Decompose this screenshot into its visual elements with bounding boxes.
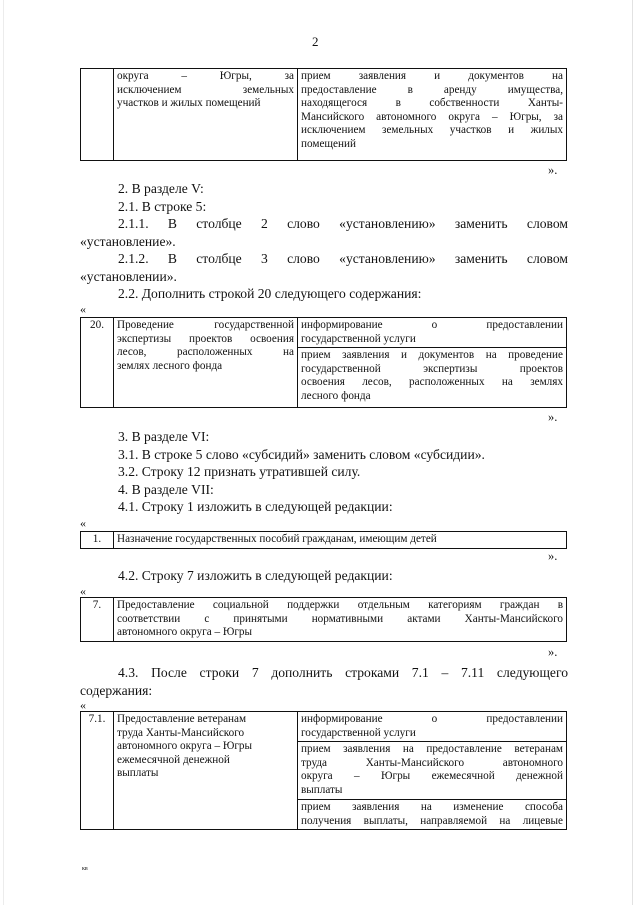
table-cell-number: 20.	[81, 318, 114, 408]
table-cell-procedure: информирование о предоставлении государственной услуги	[298, 318, 567, 348]
paragraph-2-1-1-cont: «установление».	[80, 234, 176, 249]
paragraph-2-2: 2.2. Дополнить строкой 20 следующего содержания:	[118, 286, 422, 301]
section-2-heading: 2. В разделе V:	[118, 181, 204, 196]
page-number: 2	[312, 34, 319, 49]
paragraph-3-2: 3.2. Строку 12 признать утратившей силу.	[118, 464, 361, 479]
table-row-20	[80, 317, 567, 408]
section-4-heading: 4. В разделе VII:	[118, 482, 214, 497]
paragraph-3-1: 3.1. В строке 5 слово «субсидий» заменить словом «субсидии».	[118, 447, 485, 462]
table-row-1	[80, 531, 567, 549]
quote-close: ».	[548, 410, 558, 424]
table-row	[81, 712, 567, 742]
table-cell-procedure: информирование о предоставлении государственной услуги	[298, 712, 567, 742]
section-3-heading: 3. В разделе VI:	[118, 429, 210, 444]
table-cell-service: Предоставление ветеранам труда Ханты-Мансийского автономного округа – Югры ежемесячной денежной выплаты	[114, 712, 298, 830]
table-cell-procedure: прием заявления и документов на проведение государственной экспертизы проектов освоения лесов, расположенных на землях лесного фонда	[298, 348, 567, 408]
table-cell-service: округа – Югры, за исключением земельных участков и жилых помещений	[114, 69, 298, 161]
table-row-7	[80, 597, 567, 642]
table-cell-number	[81, 69, 114, 161]
paragraph-4-3: 4.3. После строки 7 дополнить строками 7.1 – 7.11 следующего	[118, 665, 568, 680]
quote-open: «	[80, 698, 86, 712]
paragraph-2-1-1: 2.1.1. В столбце 2 слово «установлению» заменить словом	[118, 216, 568, 231]
quote-close: ».	[548, 163, 558, 177]
table-cell-procedure: прием заявления и документов на предоставление в аренду имущества, находящегося в собственности Ханты- Мансийского автономного округа – Югры, за исключением земельных участков и жилых помещений	[298, 69, 567, 161]
quote-close: ».	[548, 549, 558, 563]
paragraph-2-1: 2.1. В строке 5:	[118, 199, 207, 214]
paragraph-2-1-2-cont: «установлении».	[80, 269, 177, 284]
table-row	[81, 532, 567, 549]
table-row	[81, 69, 567, 161]
paragraph-4-2: 4.2. Строку 7 изложить в следующей редакции:	[118, 568, 393, 583]
quote-open: «	[80, 302, 86, 316]
table-cell-service: Проведение государственной экспертизы проектов освоения лесов, расположенных на землях лесного фонда	[114, 318, 298, 408]
quote-open: «	[80, 584, 86, 598]
table-cell-procedure: прием заявления на предоставление ветеранам труда Ханты-Мансийского автономного округа – Югры ежемесячной денежной выплаты	[298, 742, 567, 800]
table-top-continuation	[80, 68, 567, 161]
paragraph-2-1-2: 2.1.2. В столбце 3 слово «установлению» заменить словом	[118, 251, 568, 266]
table-row	[81, 318, 567, 348]
table-cell-number: 7.1.	[81, 712, 114, 830]
paragraph-4-3-cont: содержания:	[80, 683, 153, 698]
table-row-7-1	[80, 711, 567, 830]
table-cell-procedure: прием заявления на изменение способа получения выплаты, направляемой на лицевые	[298, 800, 567, 830]
scan-edge-left	[3, 0, 4, 905]
scan-edge-right	[632, 0, 633, 905]
table-row	[81, 598, 567, 642]
footer-mark: кв	[82, 866, 88, 872]
paragraph-4-1: 4.1. Строку 1 изложить в следующей редакции:	[118, 499, 393, 514]
table-cell-number: 1.	[81, 532, 114, 549]
table-cell-service: Предоставление социальной поддержки отдельным категориям граждан в соответствии с принятыми нормативными актами Ханты-Мансийского автономного округа – Югры	[114, 598, 567, 642]
quote-open: «	[80, 516, 86, 530]
table-cell-service: Назначение государственных пособий гражданам, имеющим детей	[114, 532, 567, 549]
table-cell-number: 7.	[81, 598, 114, 642]
quote-close: ».	[548, 645, 558, 659]
